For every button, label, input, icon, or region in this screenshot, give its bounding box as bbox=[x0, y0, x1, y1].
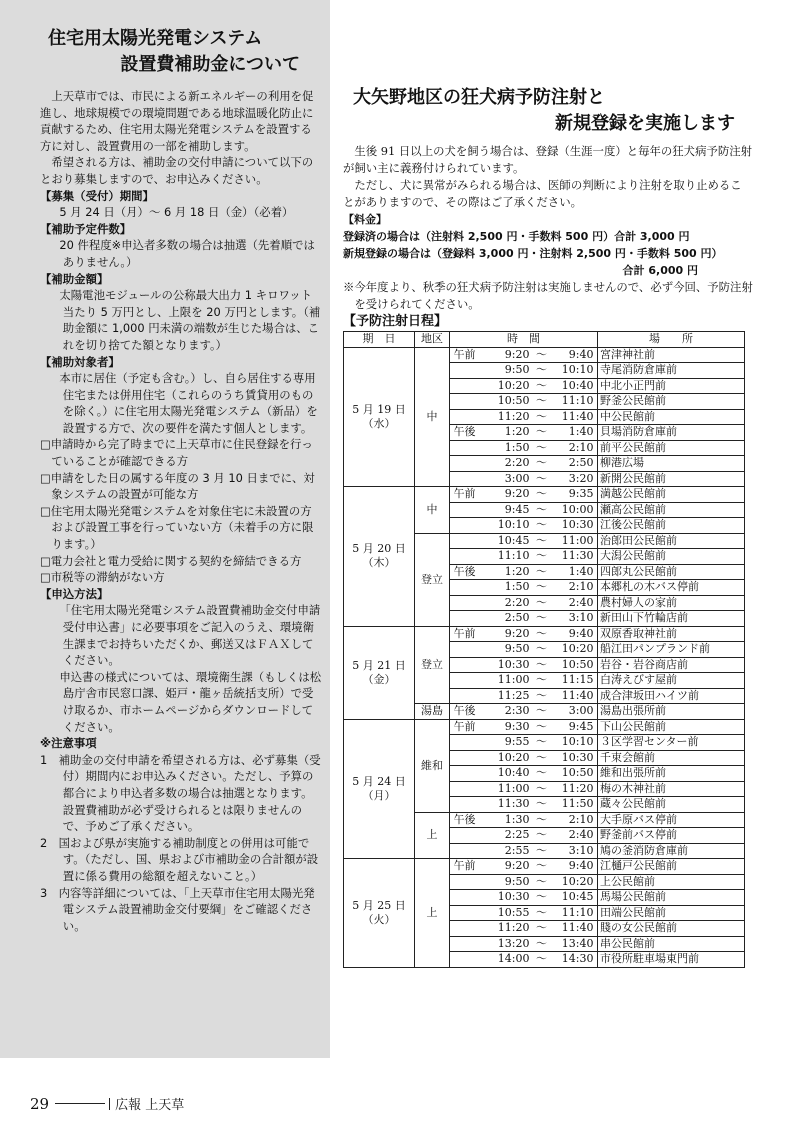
place-cell: 宮津神社前 bbox=[598, 347, 745, 363]
start-time: 11:20 bbox=[497, 921, 530, 935]
time-cell bbox=[450, 719, 598, 735]
schedule-heading: 【予防注射日程】 bbox=[343, 314, 448, 329]
place-cell: 上公民館前 bbox=[598, 874, 745, 890]
end-time: 2:40 bbox=[568, 828, 594, 842]
ampm-label: 午前 bbox=[453, 719, 476, 733]
table-row bbox=[344, 719, 745, 735]
start-time: 2:50 bbox=[504, 611, 530, 625]
right-panel bbox=[343, 85, 753, 968]
end-time: 9:40 bbox=[568, 626, 594, 640]
method-text: 「住宅用太陽光発電システム設置費補助金交付申請受付申込書」に必要事項をご記入のうえ、環境衛生課までお持ちいただくか、郵送又はＦＡＸしてください。 bbox=[59, 603, 321, 668]
start-time: 1:20 bbox=[504, 425, 530, 439]
table-row bbox=[344, 347, 745, 363]
end-time: 11:40 bbox=[561, 688, 594, 702]
condition-item: □申請をした日の属する年度の 3 月 10 日までに、対象システムの設置が可能な方 bbox=[40, 470, 315, 502]
end-time: 11:50 bbox=[561, 797, 594, 811]
place-cell: 前平公民館前 bbox=[598, 440, 745, 456]
time-cell bbox=[450, 952, 598, 968]
time-cell bbox=[450, 363, 598, 379]
time-cell bbox=[450, 735, 598, 751]
start-time: 10:45 bbox=[497, 533, 530, 547]
start-time: 1:50 bbox=[504, 440, 530, 454]
time-cell bbox=[450, 812, 598, 828]
start-time: 9:20 bbox=[504, 626, 530, 640]
place-cell: 柳港広場 bbox=[598, 456, 745, 472]
place-cell: 大手原バス停前 bbox=[598, 812, 745, 828]
place-cell: ３区学習センター前 bbox=[598, 735, 745, 751]
time-cell bbox=[450, 704, 598, 720]
count-text: 20 件程度※申込者多数の場合は抽選（先着順ではありません。） bbox=[59, 238, 315, 269]
area-cell: 登立 bbox=[415, 626, 450, 704]
start-time: 2:25 bbox=[504, 828, 530, 842]
ampm-label: 午前 bbox=[453, 859, 476, 873]
time-separator: 〜 bbox=[536, 797, 547, 811]
time-separator: 〜 bbox=[536, 409, 547, 423]
time-cell bbox=[450, 673, 598, 689]
left-panel bbox=[0, 0, 330, 1058]
start-time: 10:30 bbox=[497, 890, 530, 904]
rabies-title: 大矢野地区の狂犬病予防注射と 新規登録を実施します bbox=[353, 87, 735, 134]
time-cell bbox=[450, 688, 598, 704]
condition-item: □市税等の滞納がない方 bbox=[40, 570, 165, 585]
end-time: 11:40 bbox=[561, 921, 594, 935]
time-cell bbox=[450, 549, 598, 565]
time-cell bbox=[450, 642, 598, 658]
end-time: 10:40 bbox=[561, 378, 594, 392]
date-cell: 5 月 25 日 （火） bbox=[344, 859, 415, 968]
section-heading: 【申込方法】 bbox=[40, 586, 109, 601]
header-place: 場 所 bbox=[598, 332, 745, 348]
end-time: 2:50 bbox=[568, 456, 594, 470]
start-time: 3:00 bbox=[504, 471, 530, 485]
date-cell: 5 月 20 日 （木） bbox=[344, 487, 415, 627]
start-time: 2:55 bbox=[504, 843, 530, 857]
end-time: 10:20 bbox=[561, 642, 594, 656]
start-time: 10:10 bbox=[497, 518, 530, 532]
table-row bbox=[344, 859, 745, 875]
end-time: 9:40 bbox=[568, 347, 594, 361]
time-cell bbox=[450, 657, 598, 673]
place-cell: 双原香取神社前 bbox=[598, 626, 745, 642]
time-separator: 〜 bbox=[536, 735, 547, 749]
fee-total: 合計 6,000 円 bbox=[622, 264, 698, 277]
time-separator: 〜 bbox=[536, 688, 547, 702]
time-cell bbox=[450, 409, 598, 425]
fee-line: 新規登録の場合は（登録料 3,000 円・注射料 2,500 円・手数料 500 円） bbox=[343, 247, 723, 260]
end-time: 11:30 bbox=[561, 549, 594, 563]
time-cell bbox=[450, 394, 598, 410]
start-time: 1:20 bbox=[504, 564, 530, 578]
place-cell: 千束会館前 bbox=[598, 750, 745, 766]
end-time: 10:50 bbox=[561, 766, 594, 780]
time-cell bbox=[450, 440, 598, 456]
header-area: 地区 bbox=[415, 332, 450, 348]
area-cell: 湯島 bbox=[415, 704, 450, 720]
start-time: 10:55 bbox=[497, 905, 530, 919]
place-cell: 大潟公民館前 bbox=[598, 549, 745, 565]
time-cell bbox=[450, 874, 598, 890]
time-cell bbox=[450, 859, 598, 875]
place-cell: 中北小正門前 bbox=[598, 378, 745, 394]
ampm-label: 午前 bbox=[453, 626, 476, 640]
end-time: 3:10 bbox=[568, 611, 594, 625]
area-cell: 中 bbox=[415, 487, 450, 534]
time-separator: 〜 bbox=[536, 859, 547, 873]
start-time: 2:30 bbox=[504, 704, 530, 718]
time-separator: 〜 bbox=[536, 626, 547, 640]
end-time: 9:45 bbox=[568, 719, 594, 733]
time-cell bbox=[450, 936, 598, 952]
date-cell: 5 月 24 日 （月） bbox=[344, 719, 415, 859]
end-time: 11:00 bbox=[561, 533, 594, 547]
body-paragraph: ただし、犬に異常がみられる場合は、医師の判断により注射を取り止めることがありますので、その際はご了承ください。 bbox=[343, 178, 742, 209]
time-cell bbox=[450, 750, 598, 766]
start-time: 10:50 bbox=[497, 394, 530, 408]
target-text: 本市に居住（予定も含む。）し、自ら居住する専用住宅または併用住宅（これらのうち賃貸用のものを除く。）に住宅用太陽光発電システム（新品）を設置する方で、次の要件を満たす個人とします。 bbox=[59, 371, 318, 435]
place-cell: 野釜公民館前 bbox=[598, 394, 745, 410]
start-time: 10:40 bbox=[497, 766, 530, 780]
end-time: 3:00 bbox=[568, 704, 594, 718]
time-cell bbox=[450, 626, 598, 642]
body-paragraph: 生後 91 日以上の犬を飼う場合は、登録（生涯一度）と毎年の狂犬病予防注射が飼い主に義務付けられています。 bbox=[343, 144, 753, 175]
time-cell bbox=[450, 797, 598, 813]
place-cell: 寺尾消防倉庫前 bbox=[598, 363, 745, 379]
time-cell bbox=[450, 347, 598, 363]
start-time: 11:00 bbox=[497, 673, 530, 687]
time-separator: 〜 bbox=[536, 781, 547, 795]
start-time: 14:00 bbox=[497, 952, 530, 966]
place-cell: 市役所駐車場東門前 bbox=[598, 952, 745, 968]
end-time: 2:10 bbox=[568, 580, 594, 594]
end-time: 3:10 bbox=[568, 843, 594, 857]
time-separator: 〜 bbox=[536, 533, 547, 547]
place-cell: 岩谷・岩谷商店前 bbox=[598, 657, 745, 673]
time-cell bbox=[450, 378, 598, 394]
section-heading: 【補助予定件数】 bbox=[40, 221, 132, 236]
time-separator: 〜 bbox=[536, 394, 547, 408]
time-separator: 〜 bbox=[536, 471, 547, 485]
table-row bbox=[344, 626, 745, 642]
start-time: 9:50 bbox=[504, 642, 530, 656]
place-cell: 梅の木神社前 bbox=[598, 781, 745, 797]
start-time: 1:30 bbox=[504, 812, 530, 826]
start-time: 11:10 bbox=[497, 549, 530, 563]
place-cell: 鳩の釜消防倉庫前 bbox=[598, 843, 745, 859]
place-cell: 瀬高公民館前 bbox=[598, 502, 745, 518]
time-separator: 〜 bbox=[536, 843, 547, 857]
end-time: 13:40 bbox=[561, 936, 594, 950]
end-time: 1:40 bbox=[568, 425, 594, 439]
end-time: 2:40 bbox=[568, 595, 594, 609]
place-cell: 串公民館前 bbox=[598, 936, 745, 952]
fee-line: 登録済の場合は（注射料 2,500 円・手数料 500 円）合計 3,000 円 bbox=[343, 230, 690, 243]
end-time: 10:30 bbox=[561, 518, 594, 532]
end-time: 10:10 bbox=[561, 735, 594, 749]
start-time: 9:45 bbox=[504, 502, 530, 516]
time-separator: 〜 bbox=[536, 347, 547, 361]
time-cell bbox=[450, 580, 598, 596]
end-time: 10:45 bbox=[561, 890, 594, 904]
area-cell: 上 bbox=[415, 812, 450, 859]
table-header-row bbox=[344, 332, 745, 348]
end-time: 10:10 bbox=[561, 363, 594, 377]
time-separator: 〜 bbox=[536, 440, 547, 454]
end-time: 10:50 bbox=[561, 657, 594, 671]
end-time: 11:20 bbox=[561, 781, 594, 795]
time-cell bbox=[450, 487, 598, 503]
note-item: 2 国および県が実施する補助制度との併用は可能です。（ただし、国、県および市補助金の合計額が設置に係る費用の総額を超えないこと。） bbox=[40, 835, 319, 883]
start-time: 11:20 bbox=[497, 409, 530, 423]
time-cell bbox=[450, 533, 598, 549]
place-cell: 江樋戸公民館前 bbox=[598, 859, 745, 875]
place-cell: 維和出張所前 bbox=[598, 766, 745, 782]
time-separator: 〜 bbox=[536, 952, 547, 966]
time-cell bbox=[450, 456, 598, 472]
end-time: 9:35 bbox=[568, 487, 594, 501]
section-heading: 【補助対象者】 bbox=[40, 354, 120, 369]
ampm-label: 午後 bbox=[453, 704, 476, 718]
condition-item: □電力会社と電力受給に関する契約を締結できる方 bbox=[40, 553, 302, 568]
ampm-label: 午前 bbox=[453, 487, 476, 501]
place-cell: 満越公民館前 bbox=[598, 487, 745, 503]
end-time: 10:30 bbox=[561, 750, 594, 764]
place-cell: 下山公民館前 bbox=[598, 719, 745, 735]
place-cell: 新田山下竹輪店前 bbox=[598, 611, 745, 627]
page-number: 29 bbox=[30, 1094, 50, 1113]
time-separator: 〜 bbox=[536, 890, 547, 904]
time-separator: 〜 bbox=[536, 673, 547, 687]
section-heading: 【募集（受付）期間】 bbox=[40, 188, 154, 203]
area-cell: 上 bbox=[415, 859, 450, 968]
note-item: 3 内容等詳細については、「上天草市住宅用太陽光発電システム設置補助金交付要綱」をご確認ください。 bbox=[40, 885, 315, 933]
period-text: 5 月 24 日（月）～ 6 月 18 日（金）（必着） bbox=[59, 205, 294, 220]
start-time: 9:50 bbox=[504, 363, 530, 377]
start-time: 9:55 bbox=[504, 735, 530, 749]
end-time: 11:15 bbox=[561, 673, 594, 687]
start-time: 10:20 bbox=[497, 750, 530, 764]
end-time: 11:10 bbox=[561, 394, 594, 408]
place-cell: 農村婦人の家前 bbox=[598, 595, 745, 611]
time-separator: 〜 bbox=[536, 905, 547, 919]
intro-paragraph: 上天草市では、市民による新エネルギーの利用を促進し、地球規模での環境問題である地球温暖化防止に貢献するため、住宅用太陽光発電システムを設置する方に対し、設置費用の一部を補助します。 bbox=[40, 89, 314, 153]
place-cell: 馬場公民館前 bbox=[598, 890, 745, 906]
time-separator: 〜 bbox=[536, 378, 547, 392]
start-time: 9:20 bbox=[504, 859, 530, 873]
solar-subsidy-body bbox=[40, 88, 322, 934]
time-cell bbox=[450, 502, 598, 518]
ampm-label: 午後 bbox=[453, 812, 476, 826]
time-separator: 〜 bbox=[536, 549, 547, 563]
time-cell bbox=[450, 781, 598, 797]
area-cell: 維和 bbox=[415, 719, 450, 812]
end-time: 3:20 bbox=[568, 471, 594, 485]
end-time: 2:10 bbox=[568, 812, 594, 826]
section-heading: 【補助金額】 bbox=[40, 271, 109, 286]
time-separator: 〜 bbox=[536, 502, 547, 516]
time-separator: 〜 bbox=[536, 750, 547, 764]
ampm-label: 午後 bbox=[453, 425, 476, 439]
time-cell bbox=[450, 471, 598, 487]
time-separator: 〜 bbox=[536, 487, 547, 501]
time-separator: 〜 bbox=[536, 874, 547, 888]
start-time: 13:20 bbox=[497, 936, 530, 950]
ampm-label: 午後 bbox=[453, 564, 476, 578]
header-date: 期 日 bbox=[344, 332, 415, 348]
ampm-label: 午前 bbox=[453, 347, 476, 361]
time-separator: 〜 bbox=[536, 363, 547, 377]
time-separator: 〜 bbox=[536, 812, 547, 826]
date-cell: 5 月 21 日 （金） bbox=[344, 626, 415, 719]
area-cell: 登立 bbox=[415, 533, 450, 626]
note-text: ※今年度より、秋季の狂犬病予防注射は実施しませんので、必ず今回、予防注射を受けられてください。 bbox=[343, 280, 753, 311]
place-cell: 本郷札の木バス停前 bbox=[598, 580, 745, 596]
place-cell: 中公民館前 bbox=[598, 409, 745, 425]
section-heading: ※注意事項 bbox=[40, 736, 97, 751]
time-cell bbox=[450, 611, 598, 627]
start-time: 2:20 bbox=[504, 456, 530, 470]
time-separator: 〜 bbox=[536, 456, 547, 470]
time-cell bbox=[450, 766, 598, 782]
time-cell bbox=[450, 921, 598, 937]
footer bbox=[30, 1094, 184, 1113]
place-cell: 江後公民館前 bbox=[598, 518, 745, 534]
place-cell: 湯島出張所前 bbox=[598, 704, 745, 720]
time-separator: 〜 bbox=[536, 921, 547, 935]
amount-text: 太陽電池モジュールの公称最大出力 1 キロワット当たり 5 万円とし、上限を 20 万円とします。（補助金額に 1,000 円未満の端数が生じた場合は、これを切り捨てた額となります。） bbox=[59, 288, 321, 352]
schedule-table bbox=[343, 331, 745, 968]
start-time: 10:30 bbox=[497, 657, 530, 671]
place-cell: 船江田パンプランド前 bbox=[598, 642, 745, 658]
start-time: 9:20 bbox=[504, 347, 530, 361]
solar-subsidy-title: 住宅用太陽光発電システム 設置費補助金について bbox=[48, 28, 300, 75]
time-separator: 〜 bbox=[536, 425, 547, 439]
start-time: 1:50 bbox=[504, 580, 530, 594]
time-separator: 〜 bbox=[536, 595, 547, 609]
time-cell bbox=[450, 905, 598, 921]
start-time: 11:25 bbox=[497, 688, 530, 702]
time-separator: 〜 bbox=[536, 828, 547, 842]
condition-item: □申請時から完了時までに上天草市に住民登録を行っていることが確認できる方 bbox=[40, 437, 313, 469]
time-cell bbox=[450, 890, 598, 906]
start-time: 11:30 bbox=[497, 797, 530, 811]
place-cell: 成合津坂田ハイツ前 bbox=[598, 688, 745, 704]
footer-rule bbox=[55, 1103, 105, 1104]
time-separator: 〜 bbox=[536, 518, 547, 532]
place-cell: 蔵々公民館前 bbox=[598, 797, 745, 813]
place-cell: 賤の女公民館前 bbox=[598, 921, 745, 937]
note-item: 1 補助金の交付申請を希望される方は、必ず募集（受付）期間内にお申込みください。ただし、予算の都合により申込者多数の場合は抽選となります。設置費補助が必ず受けられるとは限りませんので、予めご了承ください。 bbox=[40, 752, 321, 834]
time-separator: 〜 bbox=[536, 564, 547, 578]
time-cell bbox=[450, 518, 598, 534]
start-time: 9:20 bbox=[504, 487, 530, 501]
end-time: 14:30 bbox=[561, 952, 594, 966]
start-time: 11:00 bbox=[497, 781, 530, 795]
time-separator: 〜 bbox=[536, 642, 547, 656]
place-cell: 貝場消防倉庫前 bbox=[598, 425, 745, 441]
start-time: 9:50 bbox=[504, 874, 530, 888]
publication-name: 広報 上天草 bbox=[115, 1098, 185, 1113]
time-separator: 〜 bbox=[536, 719, 547, 733]
start-time: 9:30 bbox=[504, 719, 530, 733]
footer-bar bbox=[109, 1098, 110, 1110]
end-time: 10:00 bbox=[561, 502, 594, 516]
place-cell: 白涛えびす屋前 bbox=[598, 673, 745, 689]
time-separator: 〜 bbox=[536, 704, 547, 718]
end-time: 9:40 bbox=[568, 859, 594, 873]
method-text: 申込書の様式については、環境衛生課（もしくは松島庁舎市民窓口課、姫戸・龍ヶ岳統括支所）で受け取るか、市ホームページからダウンロードしてください。 bbox=[59, 669, 322, 734]
time-separator: 〜 bbox=[536, 611, 547, 625]
place-cell: 四郎丸公民館前 bbox=[598, 564, 745, 580]
place-cell: 田端公民館前 bbox=[598, 905, 745, 921]
fee-section bbox=[343, 211, 753, 279]
schedule-body bbox=[344, 347, 745, 967]
time-cell bbox=[450, 828, 598, 844]
start-time: 2:20 bbox=[504, 595, 530, 609]
end-time: 10:20 bbox=[561, 874, 594, 888]
date-cell: 5 月 19 日 （水） bbox=[344, 347, 415, 487]
header-time: 時 間 bbox=[450, 332, 598, 348]
place-cell: 治郎田公民館前 bbox=[598, 533, 745, 549]
time-cell bbox=[450, 595, 598, 611]
time-separator: 〜 bbox=[536, 936, 547, 950]
area-cell: 中 bbox=[415, 347, 450, 487]
end-time: 1:40 bbox=[568, 564, 594, 578]
place-cell: 新開公民館前 bbox=[598, 471, 745, 487]
section-heading: 【料金】 bbox=[343, 213, 387, 226]
start-time: 10:20 bbox=[497, 378, 530, 392]
time-separator: 〜 bbox=[536, 580, 547, 594]
rabies-body bbox=[343, 143, 753, 968]
time-cell bbox=[450, 425, 598, 441]
table-row bbox=[344, 487, 745, 503]
time-separator: 〜 bbox=[536, 657, 547, 671]
end-time: 11:10 bbox=[561, 905, 594, 919]
time-cell bbox=[450, 843, 598, 859]
time-cell bbox=[450, 564, 598, 580]
end-time: 11:40 bbox=[561, 409, 594, 423]
time-separator: 〜 bbox=[536, 766, 547, 780]
intro-paragraph: 希望される方は、補助金の交付申請について以下のとおり募集しますので、お申込みください。 bbox=[40, 155, 314, 186]
end-time: 2:10 bbox=[568, 440, 594, 454]
place-cell: 野釜前バス停前 bbox=[598, 828, 745, 844]
condition-item: □住宅用太陽光発電システムを対象住宅に未設置の方および設置工事を行っていない方（未着手の方に限ります。） bbox=[40, 503, 314, 552]
